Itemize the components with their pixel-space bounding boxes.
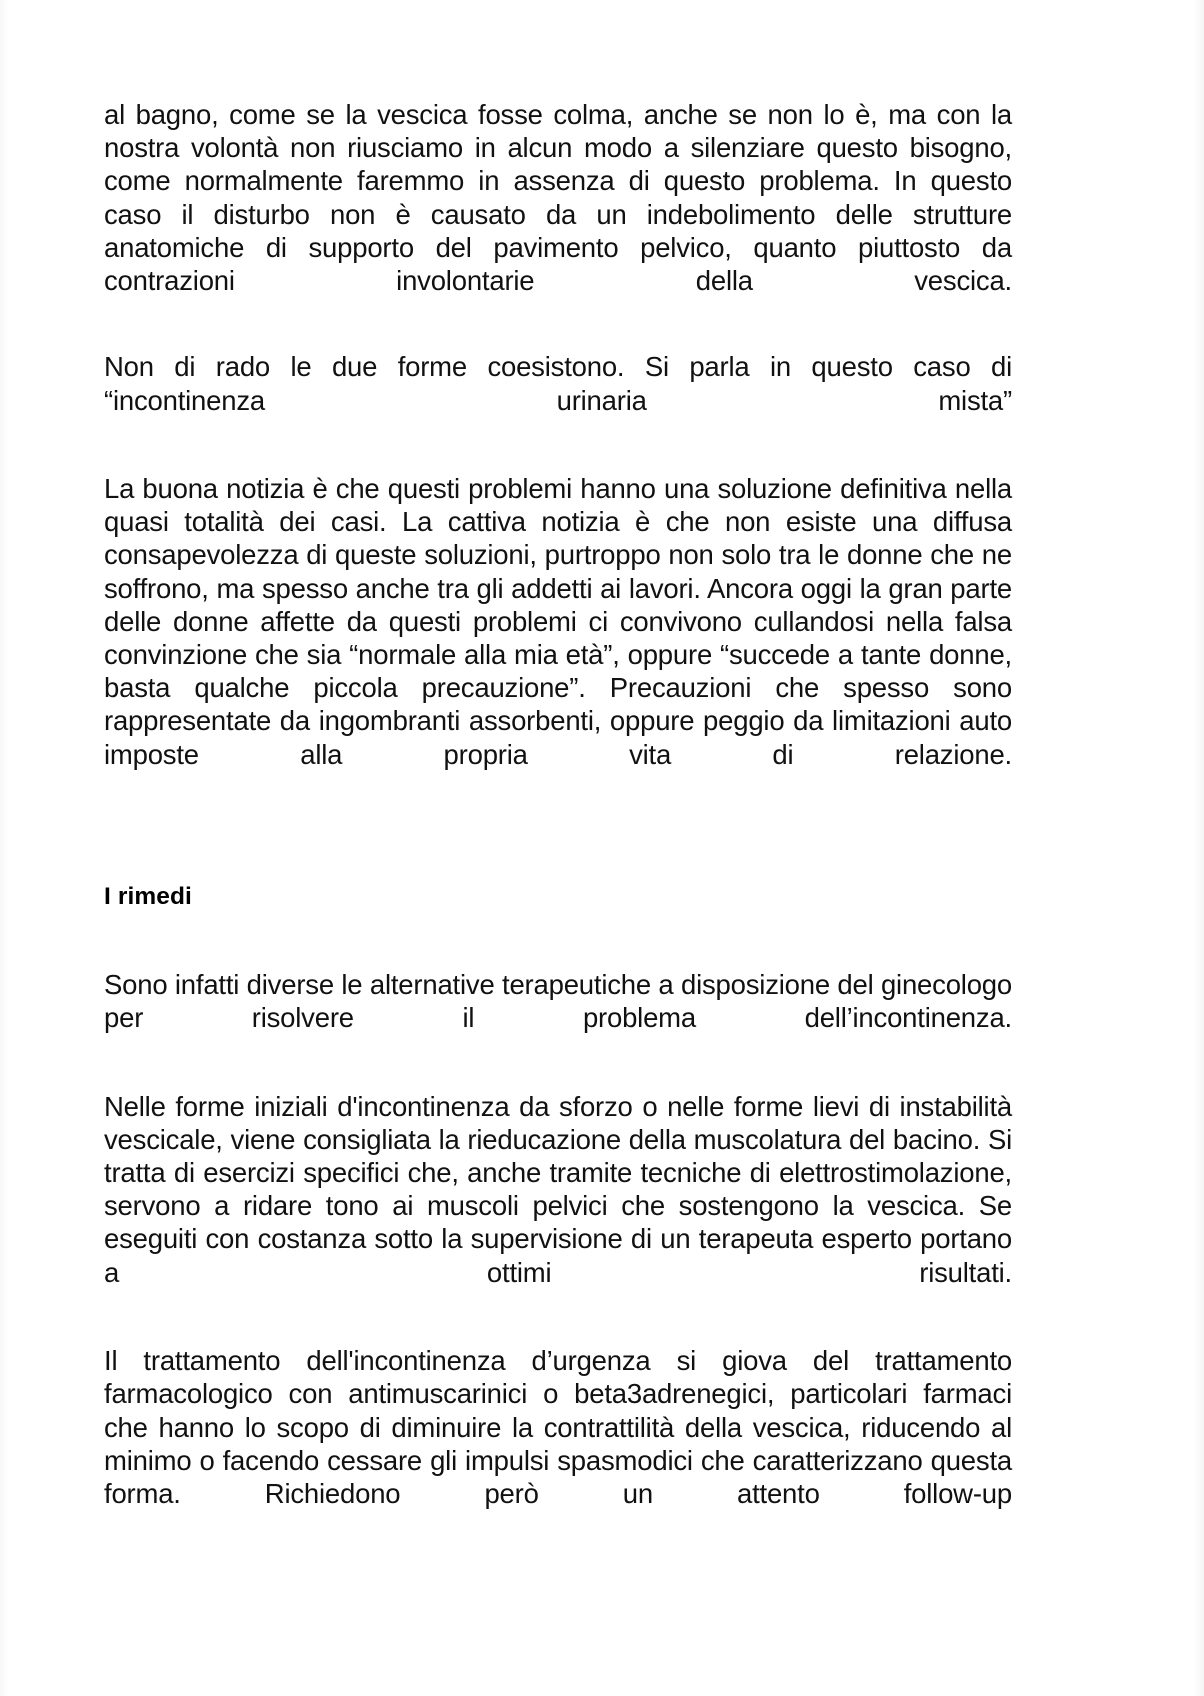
paragraph-forma-mista: Non di rado le due forme coesistono. Si parla in questo caso di “incontinenza urinaria mista” — [104, 351, 1012, 416]
page-edge-shadow-right — [1194, 0, 1204, 1696]
page-edge-shadow-left — [0, 0, 8, 1696]
section-spacer — [104, 804, 1012, 882]
paragraph-spacer — [104, 330, 1012, 350]
document-text-column — [104, 98, 1012, 1543]
paragraph-incontinenza-urgenza: al bagno, come se la vescica fosse colma, anche se non lo è, ma con la nostra volontà non riusciamo in alcun modo a silenziare questo bisogno, come normalmente faremmo in assenza di questo problema. In questo caso il disturbo non è causato da un indebolimento delle strutture anatomiche di supporto del pavimento pelvico, quanto piuttosto da contrazioni involontarie della vescica. — [104, 99, 1012, 297]
paragraph-alternative-terapeutiche: Sono infatti diverse le alternative terapeutiche a disposizione del ginecologo per risolvere il problema dell’incontinenza. — [104, 969, 1012, 1034]
paragraph-spacer — [104, 450, 1012, 472]
paragraph-buona-notizia: La buona notizia è che questi problemi hanno una soluzione definitiva nella quasi totalità dei casi. La cattiva notizia è che non esiste una diffusa consapevolezza di queste soluzioni, purtroppo non solo tra le donne che ne soffrono, ma spesso anche tra gli addetti ai lavori. Ancora oggi la gran parte delle donne affette da questi problemi ci convivono cullandosi nella falsa convinzione che sia “normale alla mia età”, oppure “succede a tante donne, basta qualche piccola precauzione”. Precauzioni che spesso sono rappresentate da ingombranti assorbenti, oppure peggio da limitazioni auto imposte alla propria vita di relazione. — [104, 473, 1012, 770]
paragraph-spacer — [104, 1068, 1012, 1090]
paragraph-trattamento-farmacologico: Il trattamento dell'incontinenza d’urgenza si giova del trattamento farmacologico con antimuscarinici o beta3adrenegici, particolari farmaci che hanno lo scopo di diminuire la contrattilità della vescica, riducendo al minimo o facendo cessare gli impulsi spasmodici che caratterizzano questa forma. Richiedono però un attento follow-up — [104, 1345, 1012, 1509]
paragraph-rieducazione-muscolatura: Nelle forme iniziali d'incontinenza da sforzo o nelle forme lievi di instabilità vescicale, viene consigliata la rieducazione della muscolatura del bacino. Si tratta di esercizi specifici che, anche tramite tecniche di elettrostimolazione, servono a ridare tono ai muscoli pelvici che sostengono la vescica. Se eseguiti con costanza sotto la supervisione di un terapeuta esperto portano a ottimi risultati. — [104, 1090, 1012, 1288]
heading-i-rimedi: I rimedi — [104, 883, 192, 911]
paragraph-spacer — [104, 1322, 1012, 1344]
heading-spacer — [104, 912, 1012, 968]
